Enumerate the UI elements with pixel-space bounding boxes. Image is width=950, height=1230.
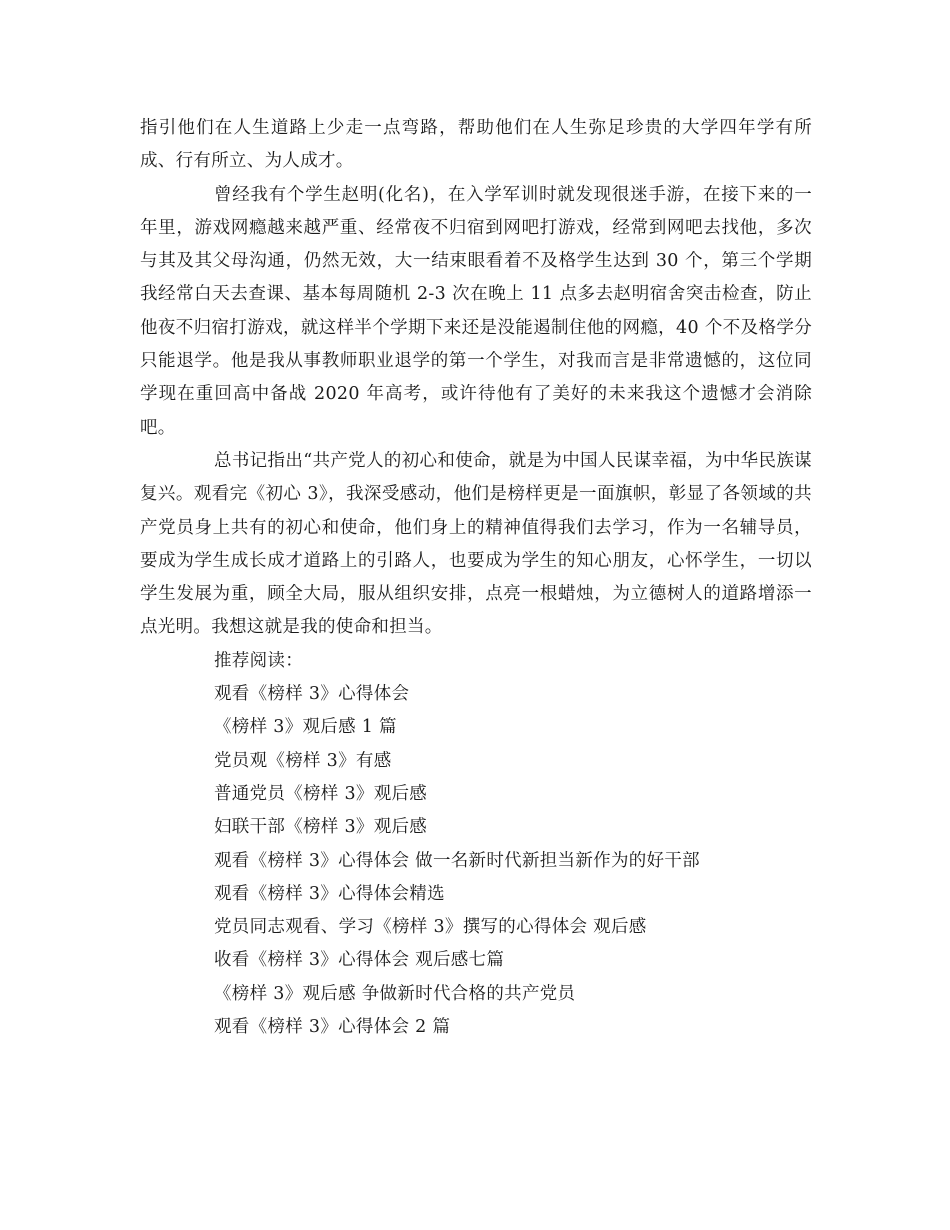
paragraph-student-story: 曾经我有个学生赵明(化名)，在入学军训时就发现很迷手游，在接下来的一年里，游戏网瘾越来越严重、经常夜不归宿到网吧打游戏，经常到网吧去找他，多次与其及其父母沟通，仍然无效，大一结束眼看着不及格学生达到 30 个，第三个学期我经常白天去查课、基本每周随机 2-3 次在晚上 11 点多去赵明宿舍突击检查，防止他夜不归宿打游戏，就这样半个学期下来还是没能遏制住他的网瘾，40 个不及格学分只能退学。他是我从事教师职业退学的第一个学生，对我而言是非常遗憾的，这位同学现在重回高中备战 2020 年高考，或许待他有了美好的未来我这个遗憾才会消除吧。: [140, 184, 812, 438]
recommended-link[interactable]: 观看《榜样 3》心得体会: [214, 684, 410, 705]
document-body: [140, 112, 812, 1044]
recommended-link[interactable]: 观看《榜样 3》心得体会 做一名新时代新担当新作为的好干部: [214, 850, 700, 871]
recommended-link[interactable]: 观看《榜样 3》心得体会精选: [214, 883, 445, 904]
recommended-link[interactable]: 《榜样 3》观后感 争做新时代合格的共产党员: [214, 983, 576, 1004]
recommended-link[interactable]: 《榜样 3》观后感 1 篇: [214, 717, 397, 738]
paragraph-mission: 总书记指出“共产党人的初心和使命，就是为中国人民谋幸福，为中华民族谋复兴。观看完《初心 3》，我深受感动，他们是榜样更是一面旗帜，彰显了各领域的共产党员身上共有的初心和使命，他们身上的精神值得我们去学习，作为一名辅导员，要成为学生成长成才道路上的引路人，也要成为学生的知心朋友，心怀学生，一切以学生发展为重，顾全大局，服从组织安排，点亮一根蜡烛，为立德树人的道路增添一点光明。我想这就是我的使命和担当。: [140, 450, 812, 638]
paragraph-continuation: 指引他们在人生道路上少走一点弯路，帮助他们在人生弥足珍贵的大学四年学有所成、行有所立、为人成才。: [140, 118, 812, 172]
recommended-link[interactable]: 普通党员《榜样 3》观后感: [214, 783, 428, 804]
recommended-link[interactable]: 党员同志观看、学习《榜样 3》撰写的心得体会 观后感: [214, 917, 647, 938]
recommended-link[interactable]: 妇联干部《榜样 3》观后感: [214, 817, 428, 838]
recommended-reading-list: [140, 678, 812, 1044]
recommended-link[interactable]: 收看《榜样 3》心得体会 观后感七篇: [214, 950, 505, 971]
recommended-link[interactable]: 观看《榜样 3》心得体会 2 篇: [214, 1017, 451, 1038]
recommended-reading-title: 推荐阅读：: [214, 650, 303, 671]
recommended-link[interactable]: 党员观《榜样 3》有感: [214, 750, 392, 771]
